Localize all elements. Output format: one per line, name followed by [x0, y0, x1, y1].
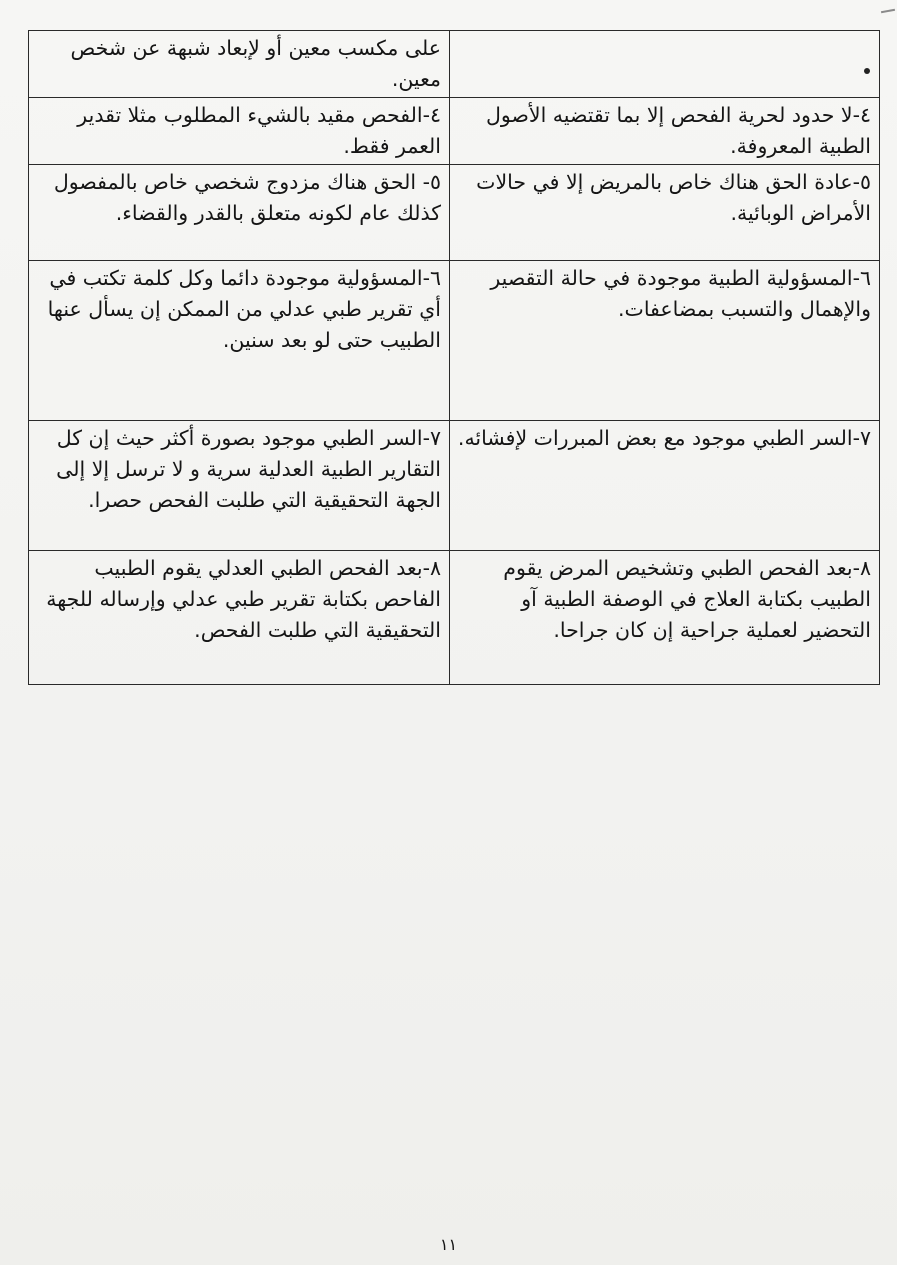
table-cell-right: ٨-بعد الفحص الطبي وتشخيص المرض يقوم الطبيب بكتابة العلاج في الوصفة الطبية آو التحضير لعملية جراحية إن كان جراحا.: [450, 551, 880, 685]
table-cell-left: ٥- الحق هناك مزدوج شخصي خاص بالمفصول كذلك عام لكونه متعلق بالقدر والقضاء.: [29, 165, 450, 261]
table-row: [29, 551, 880, 685]
table-cell-right: ٦-المسؤولية الطبية موجودة في حالة التقصير والإهمال والتسبب بمضاعفات.: [450, 261, 880, 421]
comparison-table: [28, 30, 880, 685]
scan-mark: [881, 9, 895, 13]
table-cell-right: ٤-لا حدود لحرية الفحص إلا بما تقتضيه الأصول الطبية المعروفة.: [450, 98, 880, 165]
page-number: ١١: [439, 1235, 458, 1254]
table-row: [29, 98, 880, 165]
table-cell-right: ٥-عادة الحق هناك خاص بالمريض إلا في حالات الأمراض الوبائية.: [450, 165, 880, 261]
table-cell-right: [450, 31, 880, 98]
table-row: [29, 261, 880, 421]
table-cell-left: ٤-الفحص مقيد بالشيء المطلوب مثلا تقدير العمر فقط.: [29, 98, 450, 165]
table-row: [29, 421, 880, 551]
table-cell-right: ٧-السر الطبي موجود مع بعض المبررات لإفشائه.: [450, 421, 880, 551]
table-cell-left: ٦-المسؤولية موجودة دائما وكل كلمة تكتب في أي تقرير طبي عدلي من الممكن إن يسأل عنها الطبيب حتى لو بعد سنين.: [29, 261, 450, 421]
table-cell-left: ٧-السر الطبي موجود بصورة أكثر حيث إن كل التقارير الطبية العدلية سرية و لا ترسل إلا إلى الجهة التحقيقية التي طلبت الفحص حصرا.: [29, 421, 450, 551]
table-row: [29, 31, 880, 98]
table-cell-left: على مكسب معين أو لإبعاد شبهة عن شخص معين.: [29, 31, 450, 98]
table-cell-left: ٨-بعد الفحص الطبي العدلي يقوم الطبيب الفاحص بكتابة تقرير طبي عدلي وإرساله للجهة التحقيقية التي طلبت الفحص.: [29, 551, 450, 685]
table-row: [29, 165, 880, 261]
